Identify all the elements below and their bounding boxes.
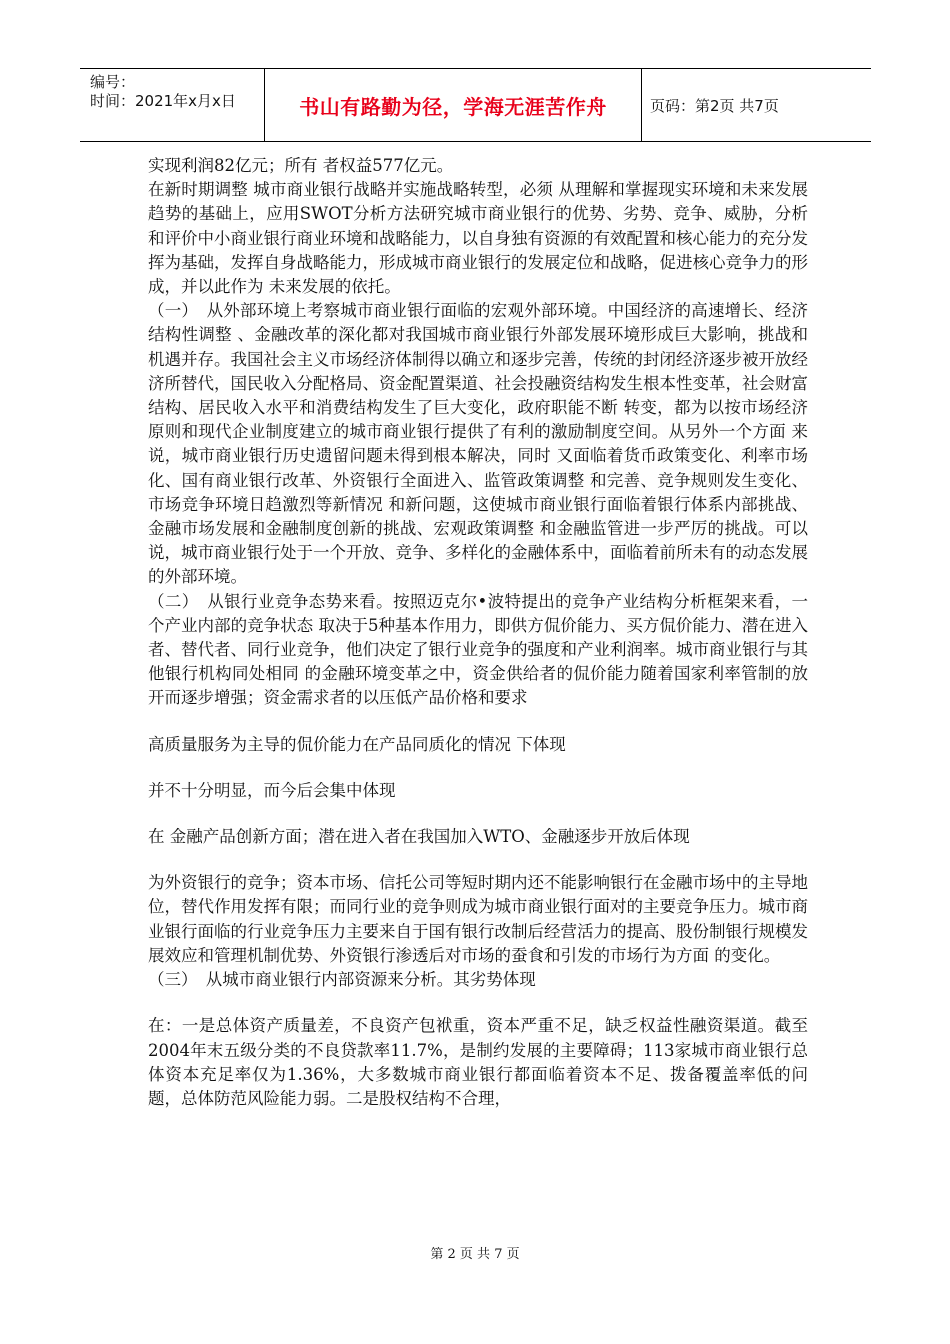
body-paragraph: 实现利润82亿元；所有 者权益577亿元。 bbox=[148, 156, 454, 175]
body-paragraph: （三） 从城市商业银行内部资源来分析。其劣势体现 bbox=[148, 970, 536, 990]
document-date: 时间：2021年x月x日 bbox=[90, 92, 236, 110]
document-body bbox=[148, 154, 808, 1111]
document-number-label: 编号： bbox=[90, 73, 136, 91]
header-page-info: 页码：第2页 共7页 bbox=[650, 96, 779, 115]
body-paragraph: （二） 从银行业竞争态势来看。按照迈克尔•波特提出的竞争产业结构分析框架来看，一个产业内部的竞争状态 取决于5种基本作用力，即供方侃价能力、买方侃价能力、潜在进入者、替代者、同行业竞争，他们决定了银行业竞争的强度和产业利润率。城市商业银行与其他银行机构同处相同 的金融环境变革之中，资金供给者的侃价能力随着国家利率管制的放开而逐步增强；资金需求者的以压低产品价格和要求 bbox=[148, 591, 808, 708]
body-paragraph: （一） 从外部环境上考察城市商业银行面临的宏观外部环境。中国经济的高速增长、经济结构性调整 、金融改革的深化都对我国城市商业银行外部发展环境形成巨大影响，挑战和机遇并存。我国社会主义市场经济体制得以确立和逐步完善，传统的封闭经济逐步被开放经济所替代，国民收入分配格局、资金配置渠道、社会投融资结构发生根本性变革，社会财富结构、居民收入水平和消费结构发生了巨大变化，政府职能不断 转变，都为以按市场经济原则和现代企业制度建立的城市商业银行提供了有利的激励制度空间。从另外一个方面 来说，城市商业银行历史遗留问题未得到根本解决，同时 又面临着货币政策变化、利率市场化、国有商业银行改革、外资银行全面进入、监管政策调整 和完善、竞争规则发生变化、市场竞争环境日趋激烈等新情况 和新问题，这使城市商业银行面临着银行体系内部挑战、金融市场发展和金融制度创新的挑战、宏观政策调整 和金融监管进一步严厉的挑战。可以 说，城市商业银行处于一个开放、竞争、多样化的金融体系中，面临着前所未有的动态发展的外部环境。 bbox=[148, 301, 808, 587]
page-footer: 第 2 页 共 7 页 bbox=[430, 1247, 520, 1262]
page-header bbox=[80, 68, 871, 142]
body-paragraph: 高质量服务为主导的侃价能力在产品同质化的情况 下体现 bbox=[148, 734, 566, 754]
body-paragraph: 在：一是总体资产质量差，不良资产包袱重，资本严重不足，缺乏权益性融资渠道。截至2004年末五级分类的不良贷款率11.7%，是制约发展的主要障碍；113家城市商业银行总体资本充足率仅为1.36%，大多数城市商业银行都面临着资本不足、拨备覆盖率低的问题，总体防范风险能力弱。二是股权结构不合理， bbox=[148, 1016, 808, 1108]
body-paragraph: 为外资银行的竞争；资本市场、信托公司等短时期内还不能影响银行在金融市场中的主导地位，替代作用发挥有限；而同行业的竞争则成为城市商业银行面对的主要竞争压力。城市商业银行面临的行业竞争压力主要来自于国有银行改制后经营活力的提高、股份制银行规模发展效应和管理机制优势、外资银行渗透后对市场的蚕食和引发的市场行为方面 的变化。 bbox=[148, 873, 808, 965]
header-meta bbox=[80, 69, 265, 141]
header-motto: 书山有路勤为径，学海无涯苦作舟 bbox=[265, 69, 642, 141]
body-paragraph: 在 金融产品创新方面；潜在进入者在我国加入WTO、金融逐步开放后体现 bbox=[148, 827, 690, 847]
body-paragraph: 并不十分明显，而今后会集中体现 bbox=[148, 780, 396, 800]
body-paragraph: 在新时期调整 城市商业银行战略并实施战略转型，必须 从理解和掌握现实环境和未来发展趋势的基础上，应用SWOT分析方法研究城市商业银行的优势、劣势、竞争、威胁，分析和评价中小商业银行商业环境和战略能力，以自身独有资源的有效配置和核心能力的充分发挥为基础，发挥自身战略能力，形成城市商业银行的发展定位和战略，促进核心竞争力的形成，并以此作为 未来发展的依托。 bbox=[148, 180, 808, 297]
